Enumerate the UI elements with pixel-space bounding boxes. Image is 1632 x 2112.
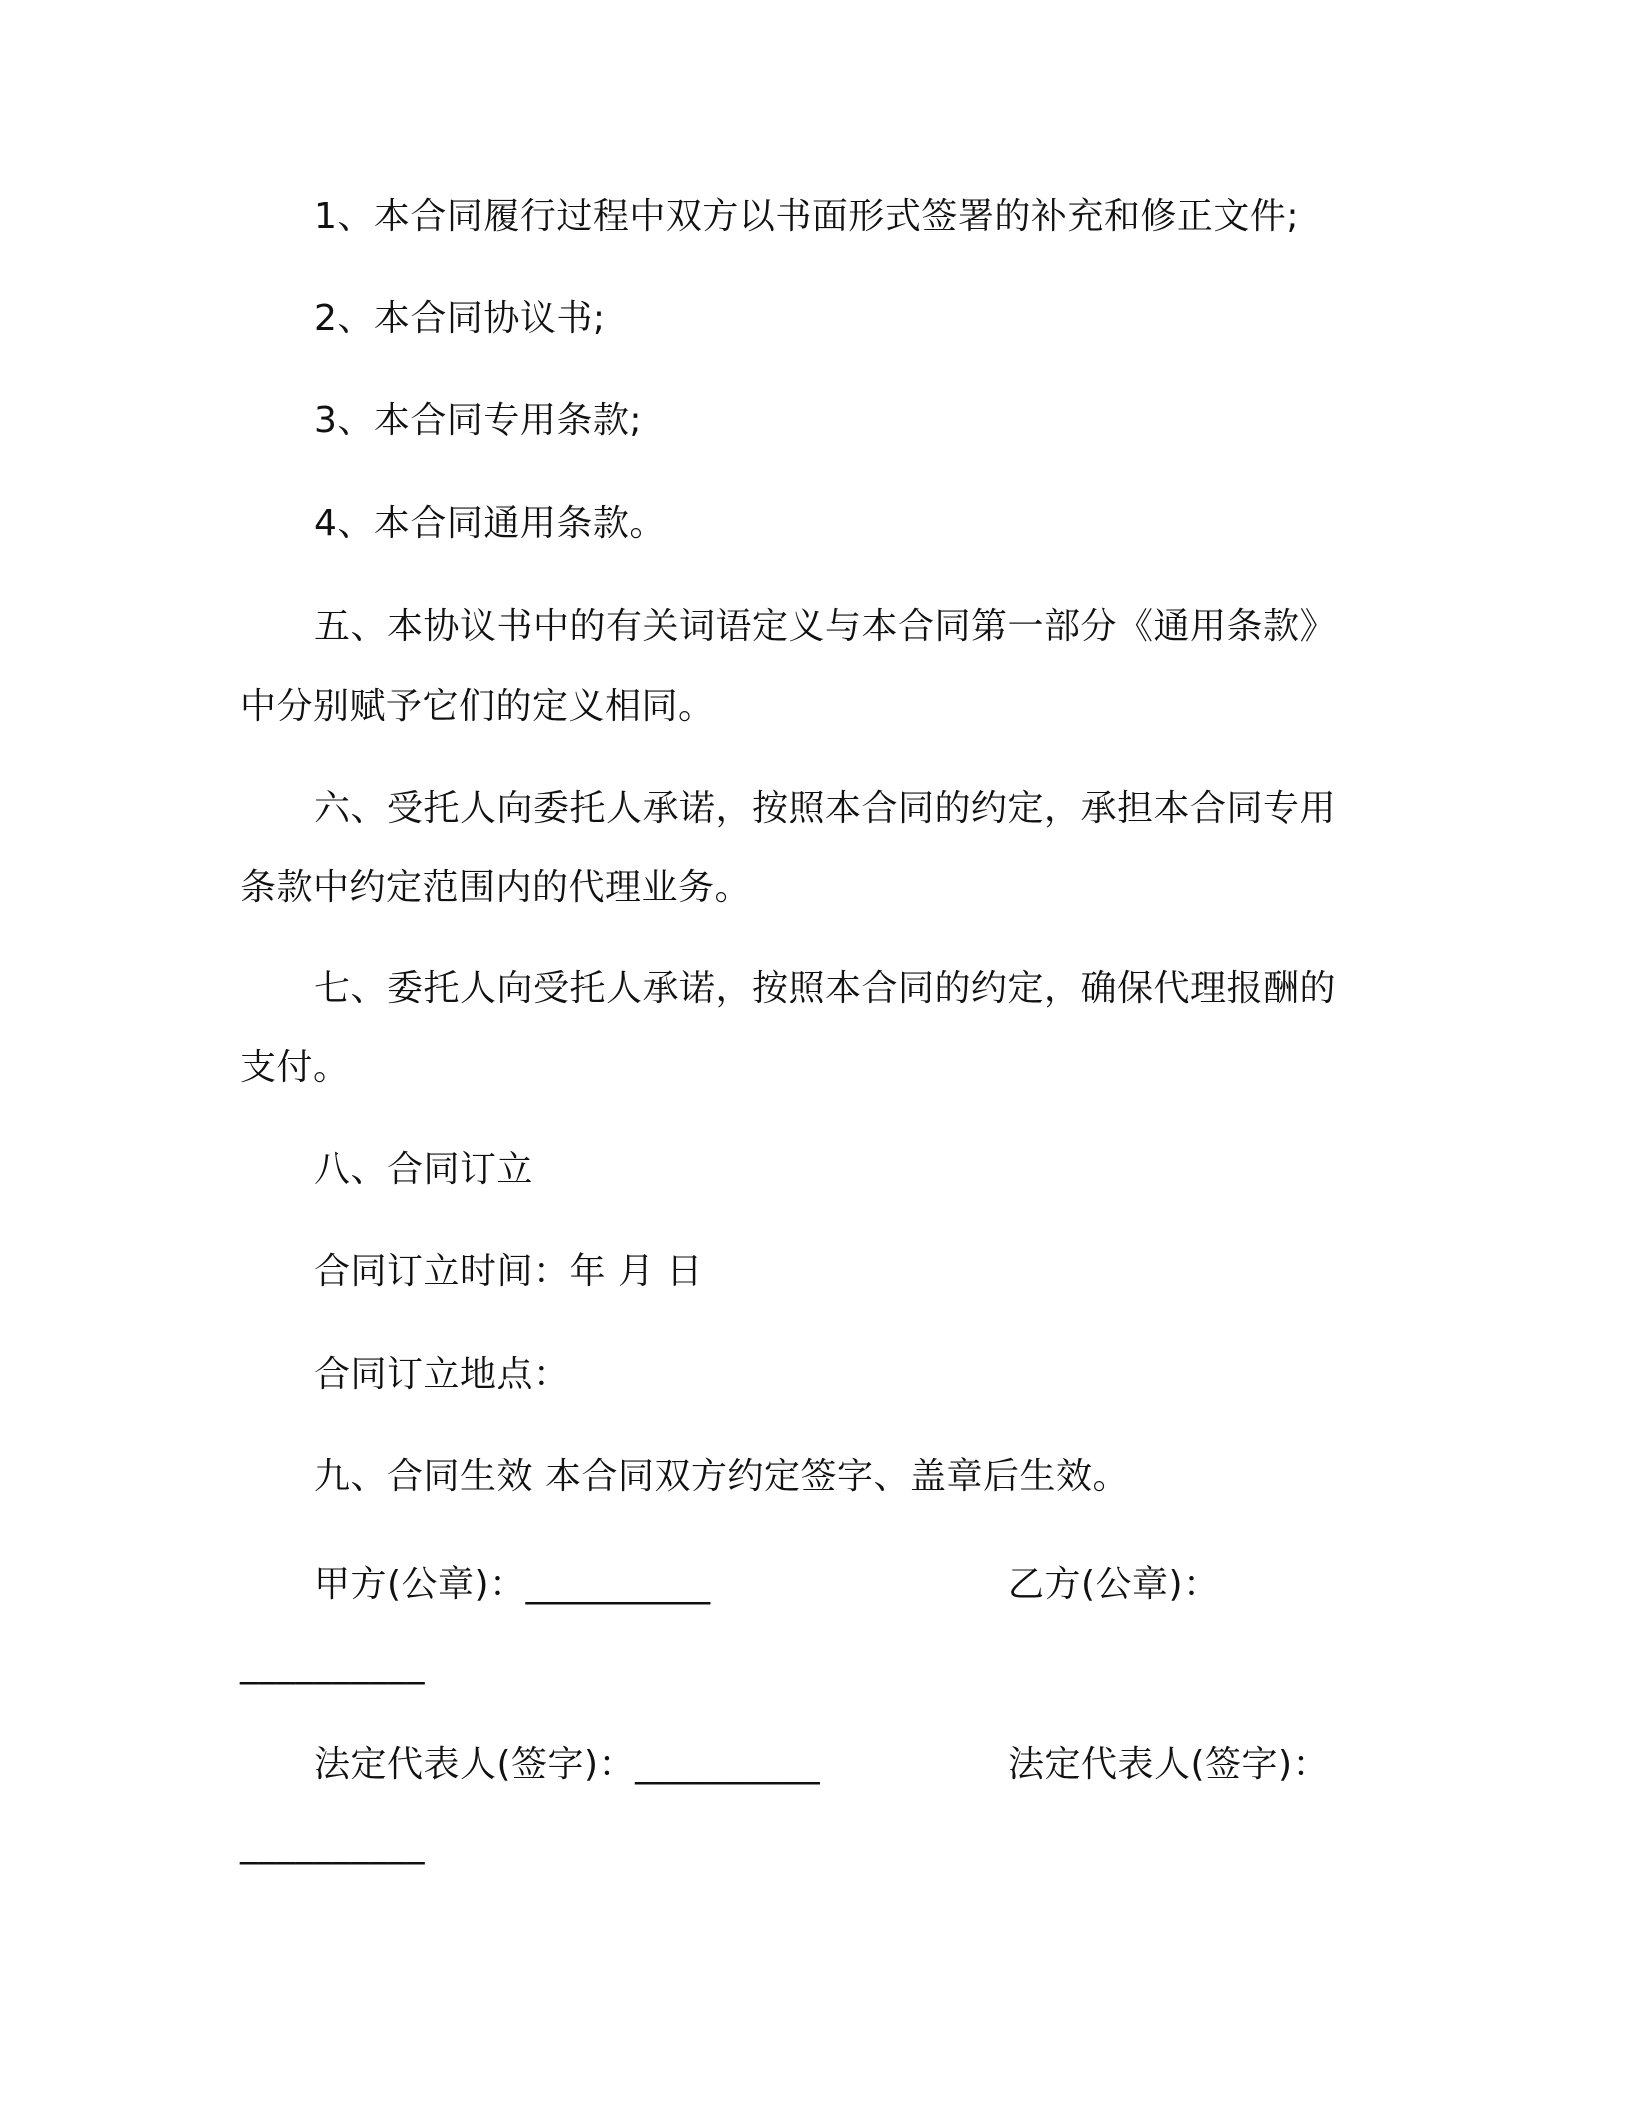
clause-9: 九、合同生效 本合同双方约定签字、盖章后生效。	[314, 1456, 1129, 1497]
clause-7-line-1: 七、委托人向受托人承诺，按照本合同的约定，确保代理报酬的	[314, 968, 1337, 1009]
clause-5-line-2: 中分别赋予它们的定义相同。	[240, 686, 715, 727]
list-item-3: 3、本合同专用条款;	[314, 400, 643, 441]
signing-time-label: 合同订立时间：	[314, 1251, 570, 1292]
list-item-1: 1、本合同履行过程中双方以书面形式签署的补充和修正文件;	[314, 196, 1300, 237]
clause-6-line-1: 六、受托人向委托人承诺，按照本合同的约定，承担本合同专用	[314, 788, 1337, 829]
rep-a-label: 法定代表人(签字)：	[314, 1744, 636, 1785]
list-item-4: 4、本合同通用条款。	[314, 503, 666, 544]
rep-a-row	[314, 1742, 820, 1788]
party-b-seal-label: 乙方(公章)：	[1008, 1564, 1220, 1605]
party-a-seal-row	[314, 1562, 711, 1608]
signing-place-label: 合同订立地点：	[314, 1354, 570, 1395]
rep-b-label: 法定代表人(签字)：	[1008, 1744, 1330, 1785]
clause-5-line-1: 五、本协议书中的有关词语定义与本合同第一部分《通用条款》	[314, 606, 1337, 647]
signing-time-value: 年 月 日	[569, 1251, 703, 1292]
party-a-seal-label: 甲方(公章)：	[314, 1564, 526, 1605]
party-b-seal-blank: __________	[240, 1644, 425, 1685]
signing-time-row	[314, 1249, 703, 1295]
clause-6-line-2: 条款中约定范围内的代理业务。	[240, 867, 752, 908]
clause-8-heading: 八、合同订立	[314, 1149, 534, 1190]
rep-a-blank: __________	[635, 1744, 821, 1785]
rep-b-blank: __________	[240, 1824, 425, 1865]
party-a-seal-blank: __________	[525, 1564, 711, 1605]
list-item-2: 2、本合同协议书;	[314, 298, 606, 339]
clause-7-line-2: 支付。	[240, 1047, 350, 1088]
